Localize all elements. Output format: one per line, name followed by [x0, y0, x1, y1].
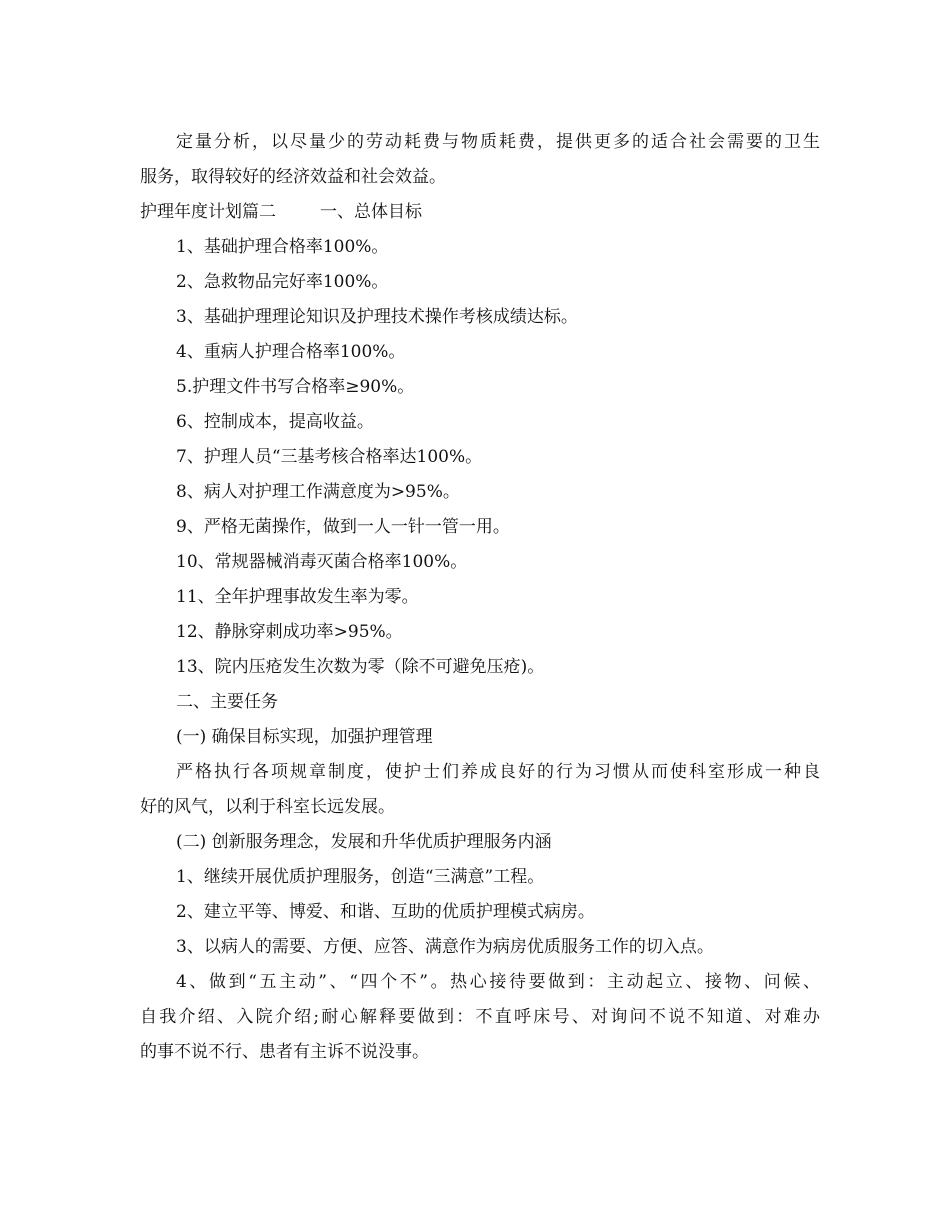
document-title: 护理年度计划篇二 — [140, 202, 276, 222]
intro-line-2: 服务，取得较好的经济效益和社会效益。 — [140, 167, 446, 187]
task2-item: 1、继续开展优质护理服务，创造“三满意”工程。 — [176, 867, 545, 887]
goal-item: 11、全年护理事故发生率为零。 — [176, 587, 419, 607]
task2-title: (二) 创新服务理念，发展和升华优质护理服务内涵 — [176, 832, 552, 852]
goal-item: 10、常规器械消毒灭菌合格率100%。 — [176, 552, 468, 572]
intro-line-1: 定量分析，以尽量少的劳动耗费与物质耗费，提供更多的适合社会需要的卫生 — [176, 132, 820, 152]
task2-item4-line-2: 自我介绍、入院介绍;耐心解释要做到：不直呼床号、对询问不说不知道、对难办 — [140, 1007, 820, 1027]
goal-item: 3、基础护理理论知识及护理技术操作考核成绩达标。 — [176, 307, 578, 327]
goal-item: 9、严格无菌操作，做到一人一针一管一用。 — [176, 517, 510, 537]
goal-item: 1、基础护理合格率100%。 — [176, 237, 389, 257]
task2-item4-line-3: 的事不说不行、患者有主诉不说没事。 — [140, 1042, 429, 1062]
task1-line-1: 严格执行各项规章制度，使护士们养成良好的行为习惯从而使科室形成一种良 — [176, 762, 820, 782]
section-title-tasks: 二、主要任务 — [176, 692, 278, 712]
document-body — [140, 125, 820, 1070]
task2-item: 2、建立平等、博爱、和谐、互助的优质护理模式病房。 — [176, 902, 595, 922]
task1-title: (一) 确保目标实现，加强护理管理 — [176, 727, 433, 747]
goal-item: 4、重病人护理合格率100%。 — [176, 342, 406, 362]
task1-line-2: 好的风气，以利于科室长远发展。 — [140, 797, 395, 817]
goal-item: 7、护理人员“三基考核合格率达100%。 — [176, 447, 483, 467]
task2-item4-line-1: 4、做到“五主动”、“四个不”。热心接待要做到：主动起立、接物、问候、 — [176, 972, 820, 992]
task2-item: 3、以病人的需要、方便、应答、满意作为病房优质服务工作的切入点。 — [176, 937, 714, 957]
goal-item: 12、静脉穿刺成功率>95%。 — [176, 622, 403, 642]
goal-item: 2、急救物品完好率100%。 — [176, 272, 389, 292]
section-title-goals: 一、总体目标 — [320, 202, 422, 222]
goal-item: 6、控制成本，提高收益。 — [176, 412, 374, 432]
section-heading — [140, 195, 820, 230]
goal-item: 8、病人对护理工作满意度为>95%。 — [176, 482, 460, 502]
goal-item: 5.护理文件书写合格率≥90%。 — [176, 377, 415, 397]
goal-item: 13、院内压疮发生次数为零（除不可避免压疮)。 — [176, 657, 545, 677]
